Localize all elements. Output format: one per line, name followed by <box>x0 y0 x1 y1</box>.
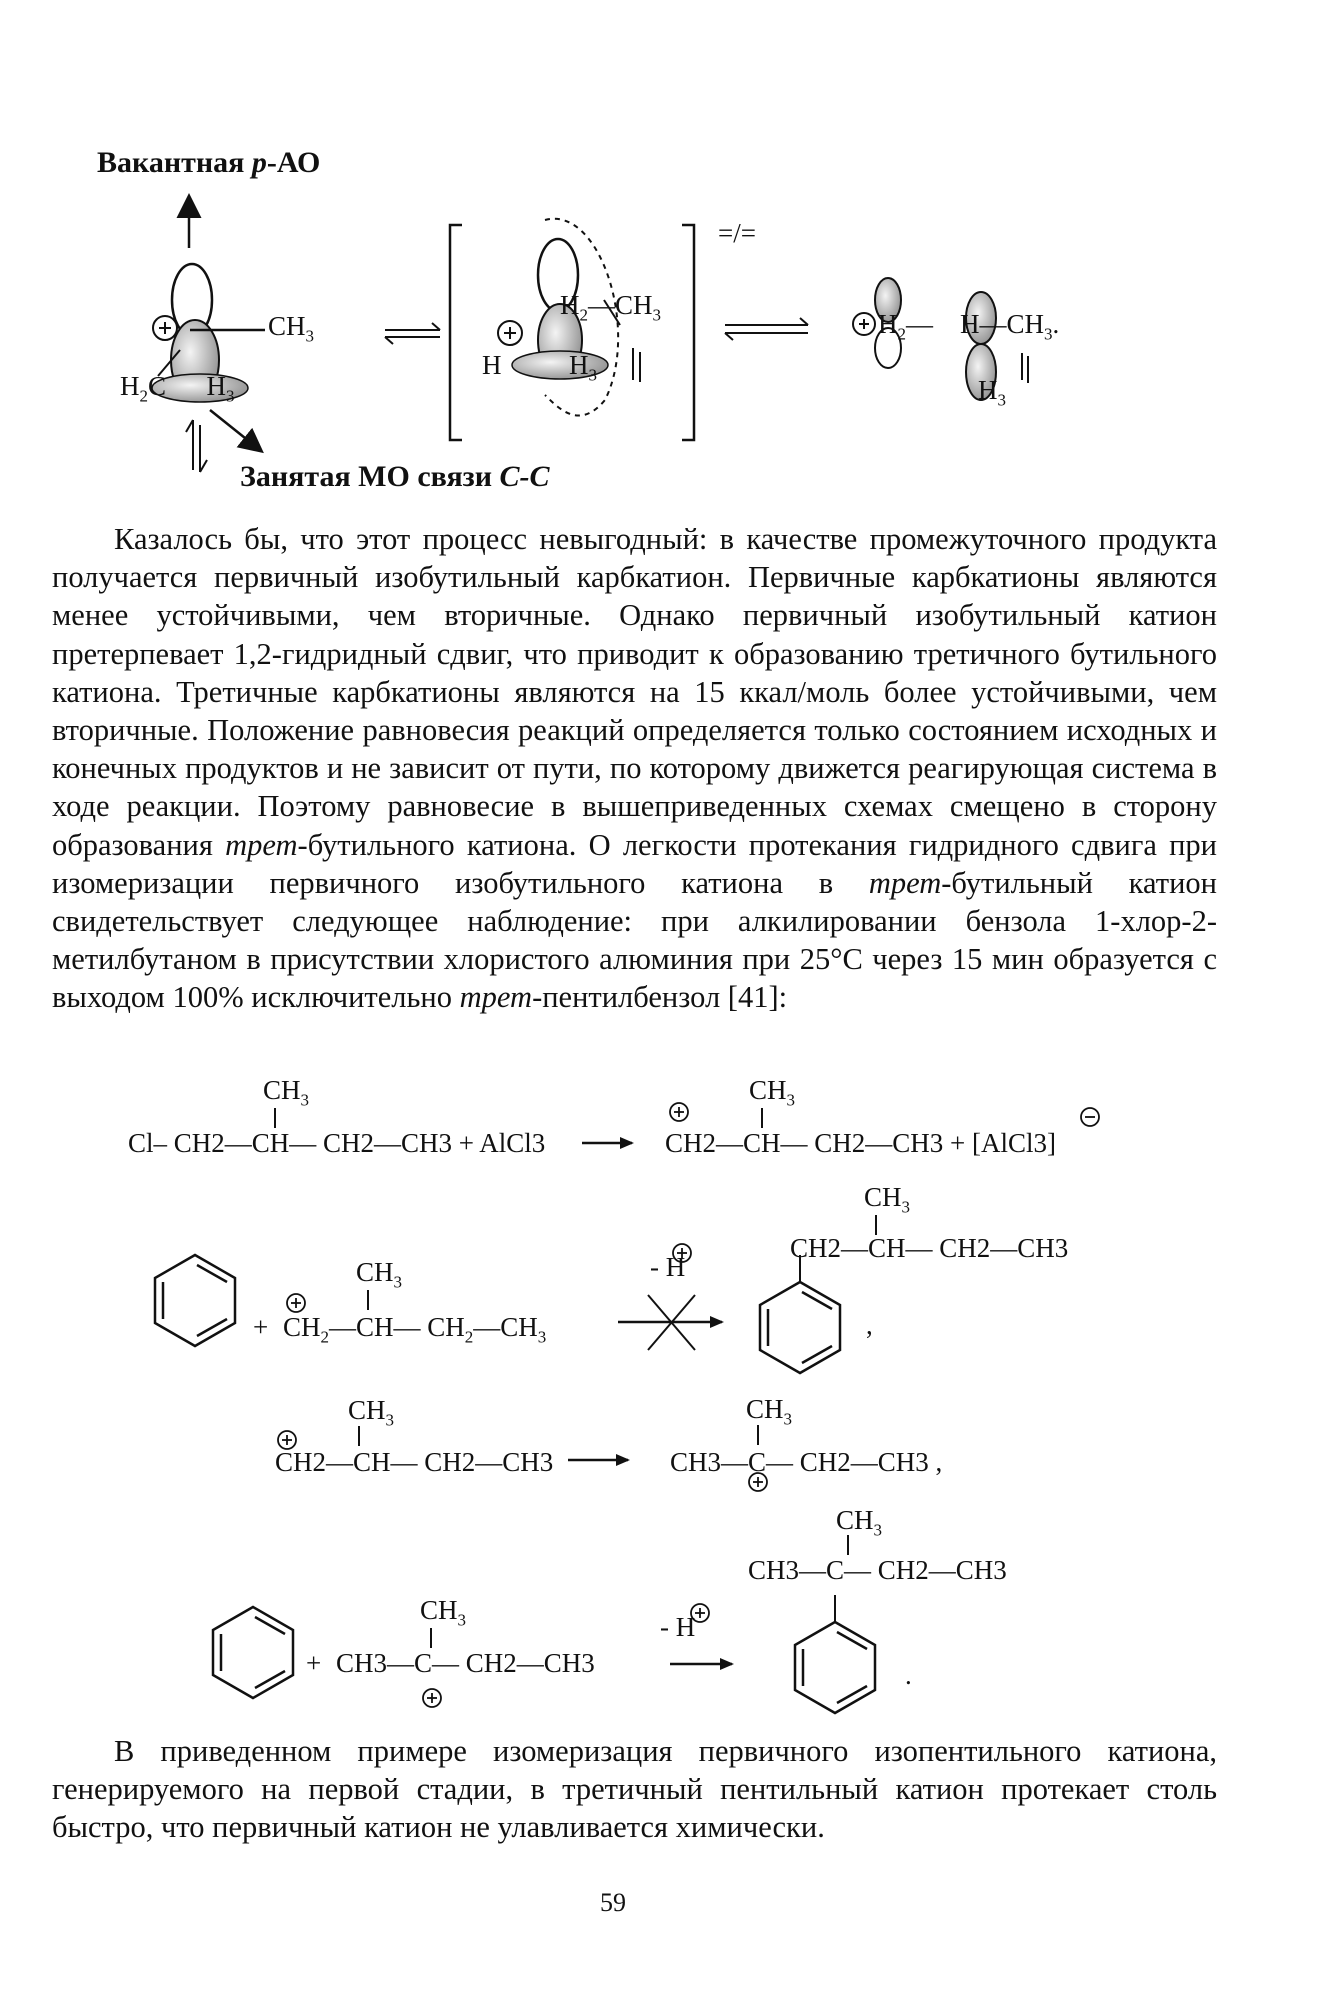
r1-left: Cl– CH2—CH— CH2—CH3 + AlCl3 <box>128 1128 546 1158</box>
r1-ch3-a: $CH_3$ <box>263 1075 310 1110</box>
h-left: $H_2C$ $H_3$ <box>120 371 235 406</box>
r4-period: . <box>905 1660 912 1690</box>
paragraph-1: Казалось бы, что этот процесс невыгодный: в качестве промежуточного продукта получается первичный изобутильный карбкатион. Первичные карбкатионы являются менее устойчивыми, чем вторичные. Однако первичный изобутильный катион претерпевает 1,2-гидридный сдвиг, что приводит к образованию третичного бутильного катиона. Третичные карбкатионы являются на 15 ккал/моль более устойчивыми, чем вторичные. Положение равновесия реакций определяется только состоянием исходных и конечных продуктов и не зависит от пути, по которому движется реагирующая система в ходе реакции. Поэтому равновесие в вышеприведенных схемах смещено в сторону образования трет-бутильного катиона. О легкости протекания гидридного сдвига при изомеризации первичного изобутильного катиона в трет-бутильный катион свидетельствует следующее наблюдение: при алкилировании бензола 1-хлор-2-метилбутаном в присутствии хлористого алюминия при 25°C через 15 мин образуется с выходом 100% исключительно трет-пентилбензол [41]: <box>52 522 1217 1015</box>
product-formula: $H_2—$ $H—CH_3$. <box>878 309 1060 344</box>
benzene-ring-1 <box>155 1255 235 1346</box>
benzene-ring-4 <box>795 1622 875 1713</box>
paragraph-2: В приведенном примере изомеризация первичного изопентильного катиона, генерируемого на первой стадии, в третичный пентильный катион протекает столь быстро, что первичный катион не улавливается химически. <box>52 1734 1217 1845</box>
ts-ch2-ch3: $H_2—CH_3$ <box>560 290 662 325</box>
r3-right: CH3—C— CH2—CH3 , <box>670 1447 943 1477</box>
benzene-ring-3 <box>213 1607 293 1698</box>
r3-left: CH2—CH— CH2—CH3 <box>275 1447 554 1477</box>
r1-ch3-b: $CH_3$ <box>749 1075 796 1110</box>
ts-h: H $H_3$ <box>482 350 597 385</box>
ch3-left: $CH_3$ <box>268 311 315 346</box>
r3-ch3-a: $CH_3$ <box>348 1395 395 1430</box>
r2-plus: + <box>253 1312 269 1342</box>
vacant-p-ao-label: Вакантная p-АО <box>97 146 321 179</box>
page-number: 59 <box>600 1888 626 1917</box>
r2-minus-h: - H <box>650 1252 686 1282</box>
occupied-mo-label: Занятая МО связи C-C <box>240 460 550 493</box>
r4-chain: CH3—C— CH2—CH3 <box>336 1648 595 1678</box>
r2-product: CH2—CH— CH2—CH3 <box>790 1233 1069 1263</box>
benzene-ring-2 <box>760 1282 840 1373</box>
r4-plus: + <box>306 1648 322 1678</box>
r4-product: CH3—C— CH2—CH3 <box>748 1555 1007 1585</box>
r2-comma: , <box>866 1310 873 1340</box>
r4-minus-h: - H <box>660 1612 696 1642</box>
r4-prod-ch3: $CH_3$ <box>836 1505 883 1540</box>
r2-ch3: $CH_3$ <box>356 1257 403 1292</box>
r2-chain: $CH_2—CH—$ $CH_2—CH_3$ <box>283 1312 547 1347</box>
r3-ch3-b: $CH_3$ <box>746 1394 793 1429</box>
r2-prod-ch3: $CH_3$ <box>864 1182 911 1217</box>
r4-ch3: $CH_3$ <box>420 1595 467 1630</box>
r1-right: CH2—CH— CH2—CH3 + [AlCl3] <box>665 1128 1056 1158</box>
product-h3: $H_3$ <box>978 375 1006 410</box>
forbidden-mark: =/= <box>718 218 756 248</box>
